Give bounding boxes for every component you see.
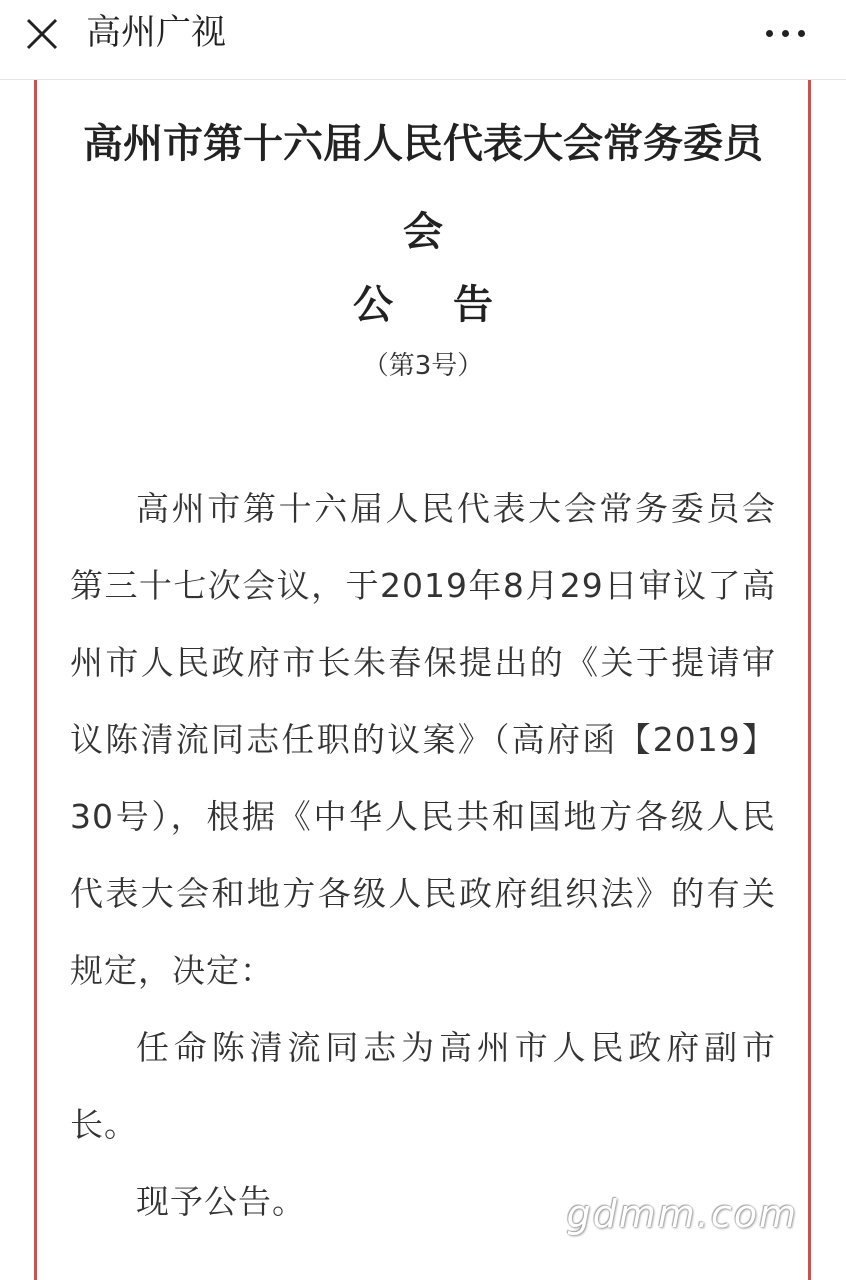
body-paragraph: 现予公告。 <box>136 1182 306 1221</box>
notice-number: （第3号） <box>362 351 484 381</box>
more-icon <box>766 30 773 37</box>
more-button[interactable] <box>766 28 806 40</box>
red-frame-right <box>808 80 811 1280</box>
notice-label: 公告 <box>353 282 553 328</box>
close-icon <box>22 14 62 54</box>
body-paragraph: 任命陈清流同志为高州市人民政府副市长。 <box>70 1028 776 1144</box>
body-paragraph: 高州市第十六届人民代表大会常务委员会第三十七次会议，于2019年8月29日审议了高州市人民政府市长朱春保提出的《关于提请审议陈清流同志任职的议案》（高府函【2019】30号），根据《中华人民共和国地方各级人民代表大会和地方各级人民政府组织法》的有关规定，决定： <box>70 489 776 990</box>
document-title: 高州市第十六届人民代表大会常务委员会 <box>83 121 763 255</box>
top-bar <box>0 0 846 80</box>
close-button[interactable] <box>22 14 62 54</box>
red-frame-left <box>34 80 37 1280</box>
watermark: gdmm.com <box>566 1192 798 1236</box>
announcement-document <box>70 100 776 1240</box>
app-title: 高州广视 <box>86 13 227 53</box>
